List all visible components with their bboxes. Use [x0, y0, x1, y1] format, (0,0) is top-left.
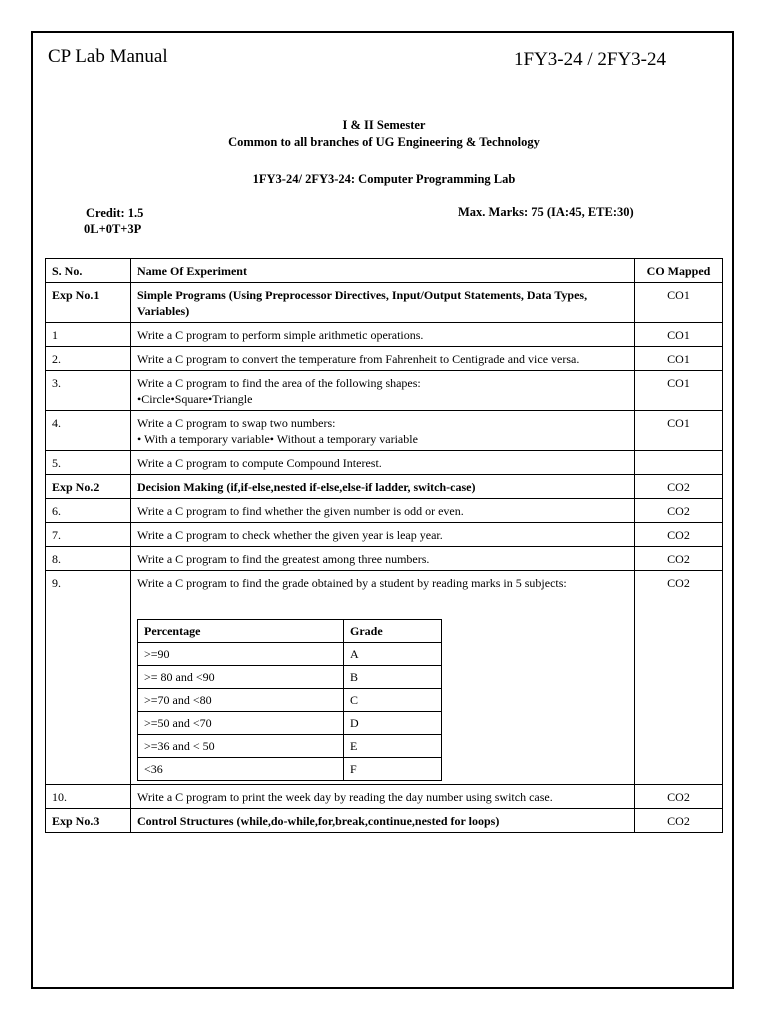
row-co: CO2 — [635, 475, 723, 499]
row-co: CO2 — [635, 809, 723, 833]
grade-range: >=50 and <70 — [138, 712, 344, 735]
table-row — [46, 323, 723, 347]
row-sno: 1 — [46, 323, 131, 347]
common-branches-line: Common to all branches of UG Engineering & Technology — [228, 135, 540, 149]
semester-line: I & II Semester — [342, 118, 426, 132]
table-row — [46, 547, 723, 571]
course-title: 1FY3-24/ 2FY3-24: Computer Programming Lab — [252, 172, 516, 186]
grade-row — [138, 712, 442, 735]
table-row — [46, 809, 723, 833]
row-sno: 6. — [46, 499, 131, 523]
grade-row — [138, 643, 442, 666]
row-co — [635, 451, 723, 475]
row-sno: 3. — [46, 371, 131, 411]
experiments-table — [45, 258, 723, 833]
credit-text: Credit: 1.5 — [86, 206, 144, 220]
table-header-row — [46, 259, 723, 283]
grade-col-percentage: Percentage — [138, 620, 344, 643]
table-row — [46, 499, 723, 523]
row-sno: 2. — [46, 347, 131, 371]
table-row — [46, 411, 723, 451]
row-name: Decision Making (if,if-else,nested if-else,else-if ladder, switch-case) — [131, 475, 635, 499]
max-marks: Max. Marks: 75 (IA:45, ETE:30) — [458, 205, 634, 219]
row-name: Write a C program to find the area of the following shapes: — [137, 376, 421, 390]
grade-letter: F — [344, 758, 442, 781]
row-sno: 5. — [46, 451, 131, 475]
row-name: Control Structures (while,do-while,for,break,continue,nested for loops) — [131, 809, 635, 833]
grade-letter: B — [344, 666, 442, 689]
table-row — [46, 785, 723, 809]
col-header-name: Name Of Experiment — [131, 259, 635, 283]
row-sno: 7. — [46, 523, 131, 547]
grade-range: >=90 — [138, 643, 344, 666]
grade-letter: D — [344, 712, 442, 735]
table-row — [46, 523, 723, 547]
grade-header-row — [138, 620, 442, 643]
row-co: CO1 — [635, 347, 723, 371]
row-co: CO2 — [635, 499, 723, 523]
table-row — [46, 451, 723, 475]
col-header-sno: S. No. — [46, 259, 131, 283]
grade-letter: C — [344, 689, 442, 712]
row-name: Write a C program to compute Compound Interest. — [131, 451, 635, 475]
grade-range: >= 80 and <90 — [138, 666, 344, 689]
row-name: Write a C program to convert the temperature from Fahrenheit to Centigrade and vice versa. — [131, 347, 635, 371]
grade-col-grade: Grade — [344, 620, 442, 643]
row-name: Write a C program to find the greatest among three numbers. — [131, 547, 635, 571]
row-sno: 10. — [46, 785, 131, 809]
header-title: CP Lab Manual — [48, 46, 168, 67]
row-co: CO2 — [635, 523, 723, 547]
row-name: Write a C program to find the grade obtained by a student by reading marks in 5 subjects: — [137, 576, 567, 590]
grade-row — [138, 689, 442, 712]
grade-row — [138, 666, 442, 689]
row-sno: Exp No.2 — [46, 475, 131, 499]
row-co: CO1 — [635, 323, 723, 347]
grade-row — [138, 735, 442, 758]
row-co: CO1 — [635, 283, 723, 323]
row-co: CO2 — [635, 785, 723, 809]
row-name: Simple Programs (Using Preprocessor Directives, Input/Output Statements, Data Types, Variables) — [131, 283, 635, 323]
row-co: CO1 — [635, 411, 723, 451]
grade-range: >=70 and <80 — [138, 689, 344, 712]
row-name: Write a C program to perform simple arithmetic operations. — [131, 323, 635, 347]
row-name-cell — [131, 371, 635, 411]
row-name-options: • With a temporary variable• Without a temporary variable — [137, 432, 418, 446]
table-row — [46, 347, 723, 371]
row-name: Write a C program to check whether the given year is leap year. — [131, 523, 635, 547]
row-sno: Exp No.1 — [46, 283, 131, 323]
grade-row — [138, 758, 442, 781]
col-header-co: CO Mapped — [635, 259, 723, 283]
table-row — [46, 283, 723, 323]
table-row — [46, 371, 723, 411]
row-co: CO1 — [635, 371, 723, 411]
row-co: CO2 — [635, 571, 723, 785]
grade-range: >=36 and < 50 — [138, 735, 344, 758]
row-name-cell — [131, 411, 635, 451]
grade-letter: E — [344, 735, 442, 758]
row-sno: 4. — [46, 411, 131, 451]
row-name: Write a C program to find whether the given number is odd or even. — [131, 499, 635, 523]
grade-letter: A — [344, 643, 442, 666]
row-sno: 9. — [46, 571, 131, 785]
header-course-code: 1FY3-24 / 2FY3-24 — [514, 49, 667, 70]
row-name: Write a C program to swap two numbers: — [137, 416, 336, 430]
table-row — [46, 571, 723, 785]
row-sno: Exp No.3 — [46, 809, 131, 833]
grade-table — [137, 619, 442, 781]
table-row — [46, 475, 723, 499]
row-name-cell — [131, 571, 635, 785]
row-name: Write a C program to print the week day by reading the day number using switch case. — [131, 785, 635, 809]
row-sno: 8. — [46, 547, 131, 571]
row-co: CO2 — [635, 547, 723, 571]
row-name-shapes: •Circle•Square•Triangle — [137, 392, 253, 406]
ltp-text: 0L+0T+3P — [84, 222, 142, 236]
credit-block — [84, 205, 143, 237]
grade-range: <36 — [138, 758, 344, 781]
